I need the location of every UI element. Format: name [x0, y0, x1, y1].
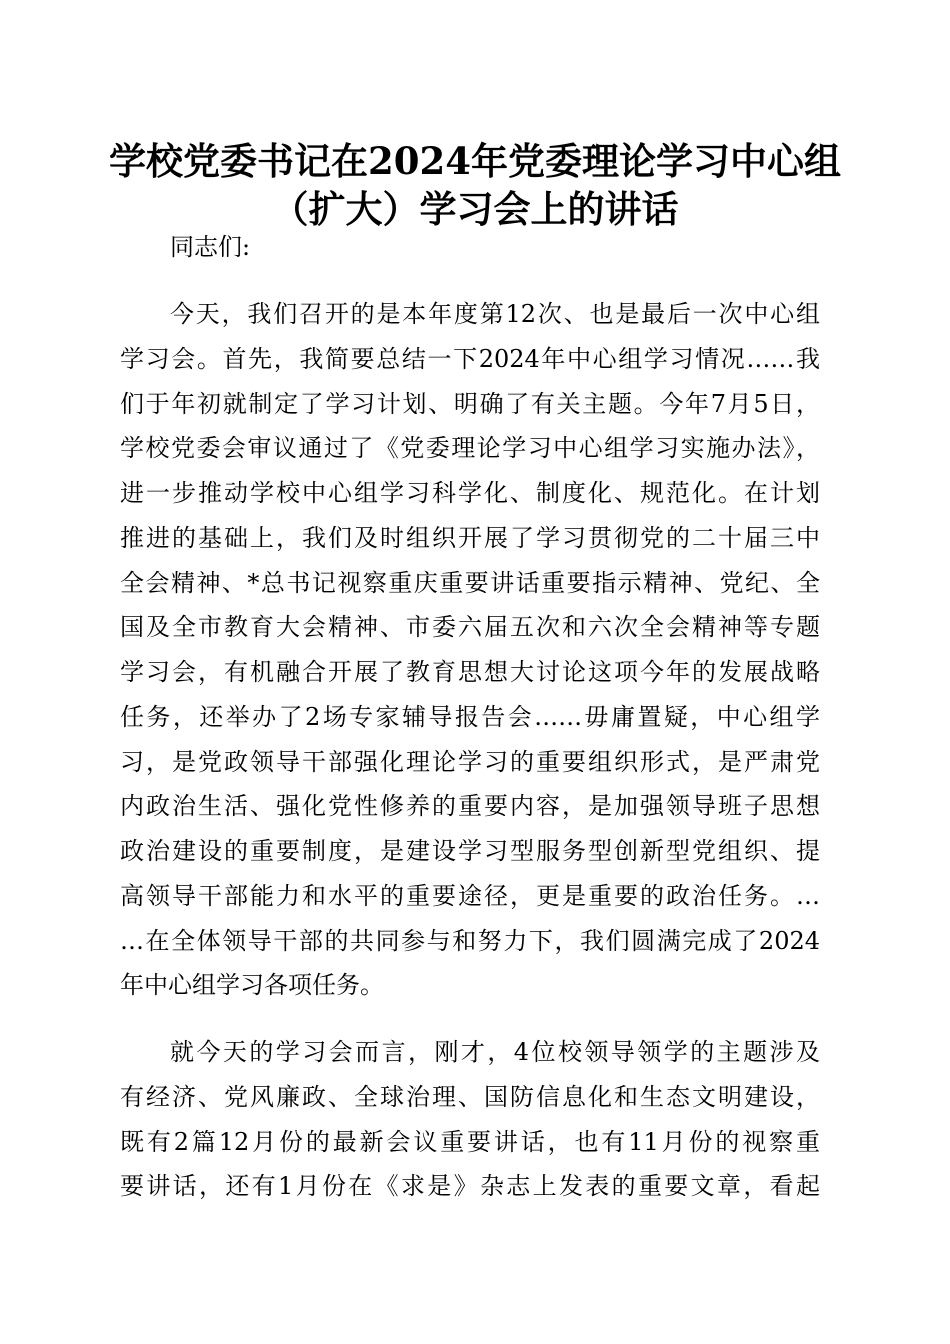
text-line: 学习会，有机融合开展了教育思想大讨论这项今年的发展战略: [120, 658, 820, 686]
text-line: 任务，还举办了2场专家辅导报告会……毋庸置疑，中心组学: [120, 703, 820, 731]
text-line: 有经济、党风廉政、全球治理、国防信息化和生态文明建设，: [120, 1083, 820, 1111]
text-line: 年中心组学习各项任务。: [120, 971, 384, 999]
text-line: 内政治生活、强化党性修养的重要内容，是加强领导班子思想: [120, 792, 820, 820]
text-line: 高领导干部能力和水平的重要途径，更是重要的政治任务。…: [120, 882, 820, 910]
text-line: 习，是党政领导干部强化理论学习的重要组织形式，是严肃党: [120, 748, 820, 776]
document-title-line-2: （扩大）学习会上的讲话: [271, 187, 679, 231]
text-line: 政治建设的重要制度，是建设学习型服务型创新型党组织、提: [120, 837, 820, 865]
text-line: 就今天的学习会而言，刚才，4位校领导领学的主题涉及: [170, 1038, 820, 1066]
text-line: 既有2篇12月份的最新会议重要讲话，也有11月份的视察重: [120, 1128, 820, 1156]
text-line: 要讲话，还有1月份在《求是》杂志上发表的重要文章，看起: [120, 1172, 820, 1200]
document-title-line-1: 学校党委书记在2024年党委理论学习中心组: [109, 139, 841, 183]
text-line: 学习会。首先，我简要总结一下2024年中心组学习情况……我: [120, 345, 820, 373]
text-line: …在全体领导干部的共同参与和努力下，我们圆满完成了2024: [120, 927, 820, 955]
text-line: 们于年初就制定了学习计划、明确了有关主题。今年7月5日，: [120, 390, 820, 418]
text-line: 进一步推动学校中心组学习科学化、制度化、规范化。在计划: [120, 479, 820, 507]
text-line: 学校党委会审议通过了《党委理论学习中心组学习实施办法》，: [120, 434, 820, 462]
text-line: 推进的基础上，我们及时组织开展了学习贯彻党的二十届三中: [120, 524, 820, 552]
text-line: 全会精神、*总书记视察重庆重要讲话重要指示精神、党纪、全: [120, 569, 820, 597]
salutation: 同志们:: [170, 233, 251, 261]
text-line: 国及全市教育大会精神、市委六届五次和六次全会精神等专题: [120, 613, 820, 641]
text-line: 今天，我们召开的是本年度第12次、也是最后一次中心组: [170, 300, 820, 328]
